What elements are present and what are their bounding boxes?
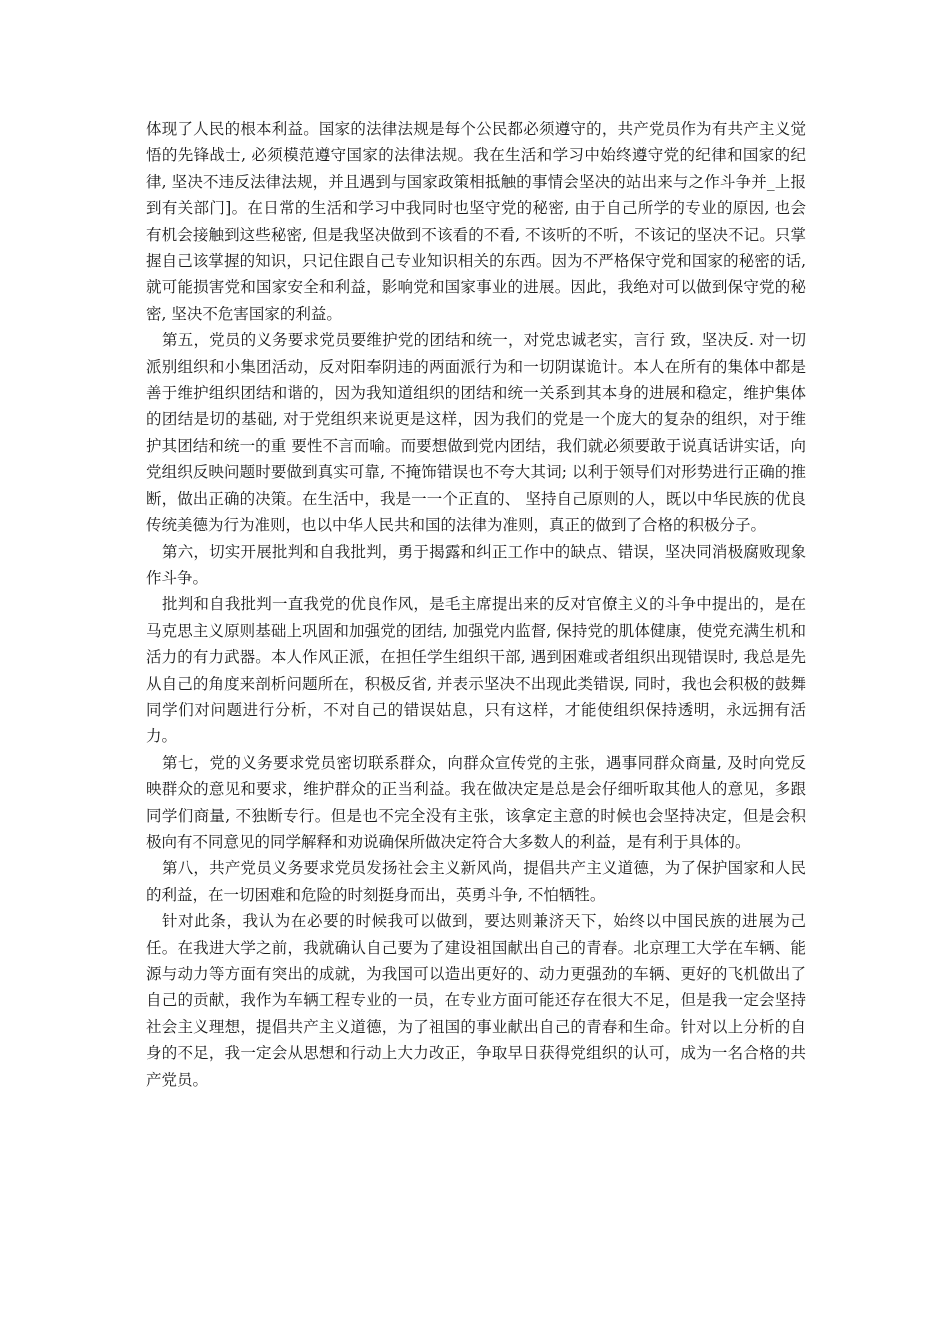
paragraph-criticism-practice: 批判和自我批判一直我党的优良作风，是毛主席提出来的反对官僚主义的斗争中提出的，是在马克思主义原则基础上巩固和加强党的团结, 加强党内监督, 保持党的肌体健康，使党充满生机和活力的有力武器。本人作风正派，在担任学生组织干部, 遇到困难或者组织出现错误时, 我总是先从自己的角度来剖析问题所在，积极反省, 并表示坚决不出现此类错误, 同时，我也会积极的鼓舞同学们对问题进行分析，不对自己的错误姑息，只有这样，才能使组织保持透明，永远拥有活力。 — [146, 595, 806, 746]
paragraph-conclusion: 针对此条，我认为在必要的时候我可以做到，要达则兼济天下，始终以中国民族的进展为己任。在我进大学之前，我就确认自己要为了建设祖国献出自己的青春。北京理工大学在车辆、能源与动力等方面有突出的成就，为我国可以造出更好的、动力更强劲的车辆、更好的飞机做出了自己的贡献，我作为车辆工程专业的一员，在专业方面可能还存在很大不足，但是我一定会坚持社会主义理想，提倡共产主义道德，为了祖国的事业献出自己的青春和生命。针对以上分析的自身的不足，我一定会从思想和行动上大力改正，争取早日获得党组织的认可，成为一名合格的共产党员。 — [146, 912, 806, 1089]
paragraph-discipline-and-secrecy: 体现了人民的根本利益。国家的法律法规是每个公民都必须遵守的，共产党员作为有共产主义觉悟的先锋战士, 必须模范遵守国家的法律法规。我在生活和学习中始终遵守党的纪律和国家的纪律, 坚决不违反法律法规，并且遇到与国家政策相抵触的事情会坚决的站出来与之作斗争并_上报到有关部门]。在日常的生活和学习中我同时也坚守党的秘密, 由于自己所学的专业的原因, 也会有机会接触到这些秘密, 但是我坚决做到不该看的不看, 不该听的不听，不该记的坚决不记。只掌握自己该掌握的知识，只记住跟自己专业知识相关的东西。因为不严格保守党和国家的秘密的话, 就可能损害党和国家安全和利益，影响党和国家事业的进展。因此，我绝对可以做到保守党的秘密, 坚决不危害国家的利益。 — [146, 120, 806, 323]
document-body — [146, 116, 806, 1093]
paragraph-sixth-duty-criticism: 第六，切实开展批判和自我批判，勇于揭露和纠正工作中的缺点、错误，坚决同消极腐败现象作斗争。 — [146, 542, 806, 587]
paragraph-seventh-duty-masses: 第七，党的义务要求党员密切联系群众，向群众宣传党的主张，遇事同群众商量, 及时向党反映群众的意见和要求，维护群众的正当利益。我在做决定是总是会仔细听取其他人的意见，多跟同学们商量, 不独断专行。但是也不完全没有主张，该拿定主意的时候也会坚持决定，但是会积极向有不同意见的同学解释和劝说确保所做决定符合大多数人的利益，是有利于具体的。 — [146, 753, 806, 851]
paragraph-fifth-duty-unity: 第五，党员的义务要求党员要维护党的团结和统一，对党忠诚老实，言行 致，坚决反. 对一切派别组织和小集团活动，反对阳奉阴违的两面派行为和一切阴谋诡计。本人在所有的集体中都是善于维护组织团结和谐的，因为我知道组织的团结和统一关系到其本身的进展和稳定，维护集体的团结是切的基础, 对于党组织来说更是这样，因为我们的党是一个庞大的复杂的组织，对于维护其团结和统一的重 要性不言而喻。而要想做到党内团结，我们就必须要敢于说真话讲实话，向党组织反映问题时要做到真实可靠, 不掩饰错误也不夸大其词; 以利于领导们对形势进行正确的推断，做出正确的决策。在生活中，我是一一个正直的、 坚持自己原则的人，既以中华民族的优良传统美德为行为准则，也以中华人民共和国的法律为准则，真正的做到了合格的积极分子。 — [146, 331, 806, 535]
paragraph-eighth-duty-morality: 第八，共产党员义务要求党员发扬社会主义新风尚，提倡共产主义道德，为了保护国家和人民的利益，在一切困难和危险的时刻挺身而出，英勇斗争, 不怕牺牲。 — [146, 859, 806, 904]
